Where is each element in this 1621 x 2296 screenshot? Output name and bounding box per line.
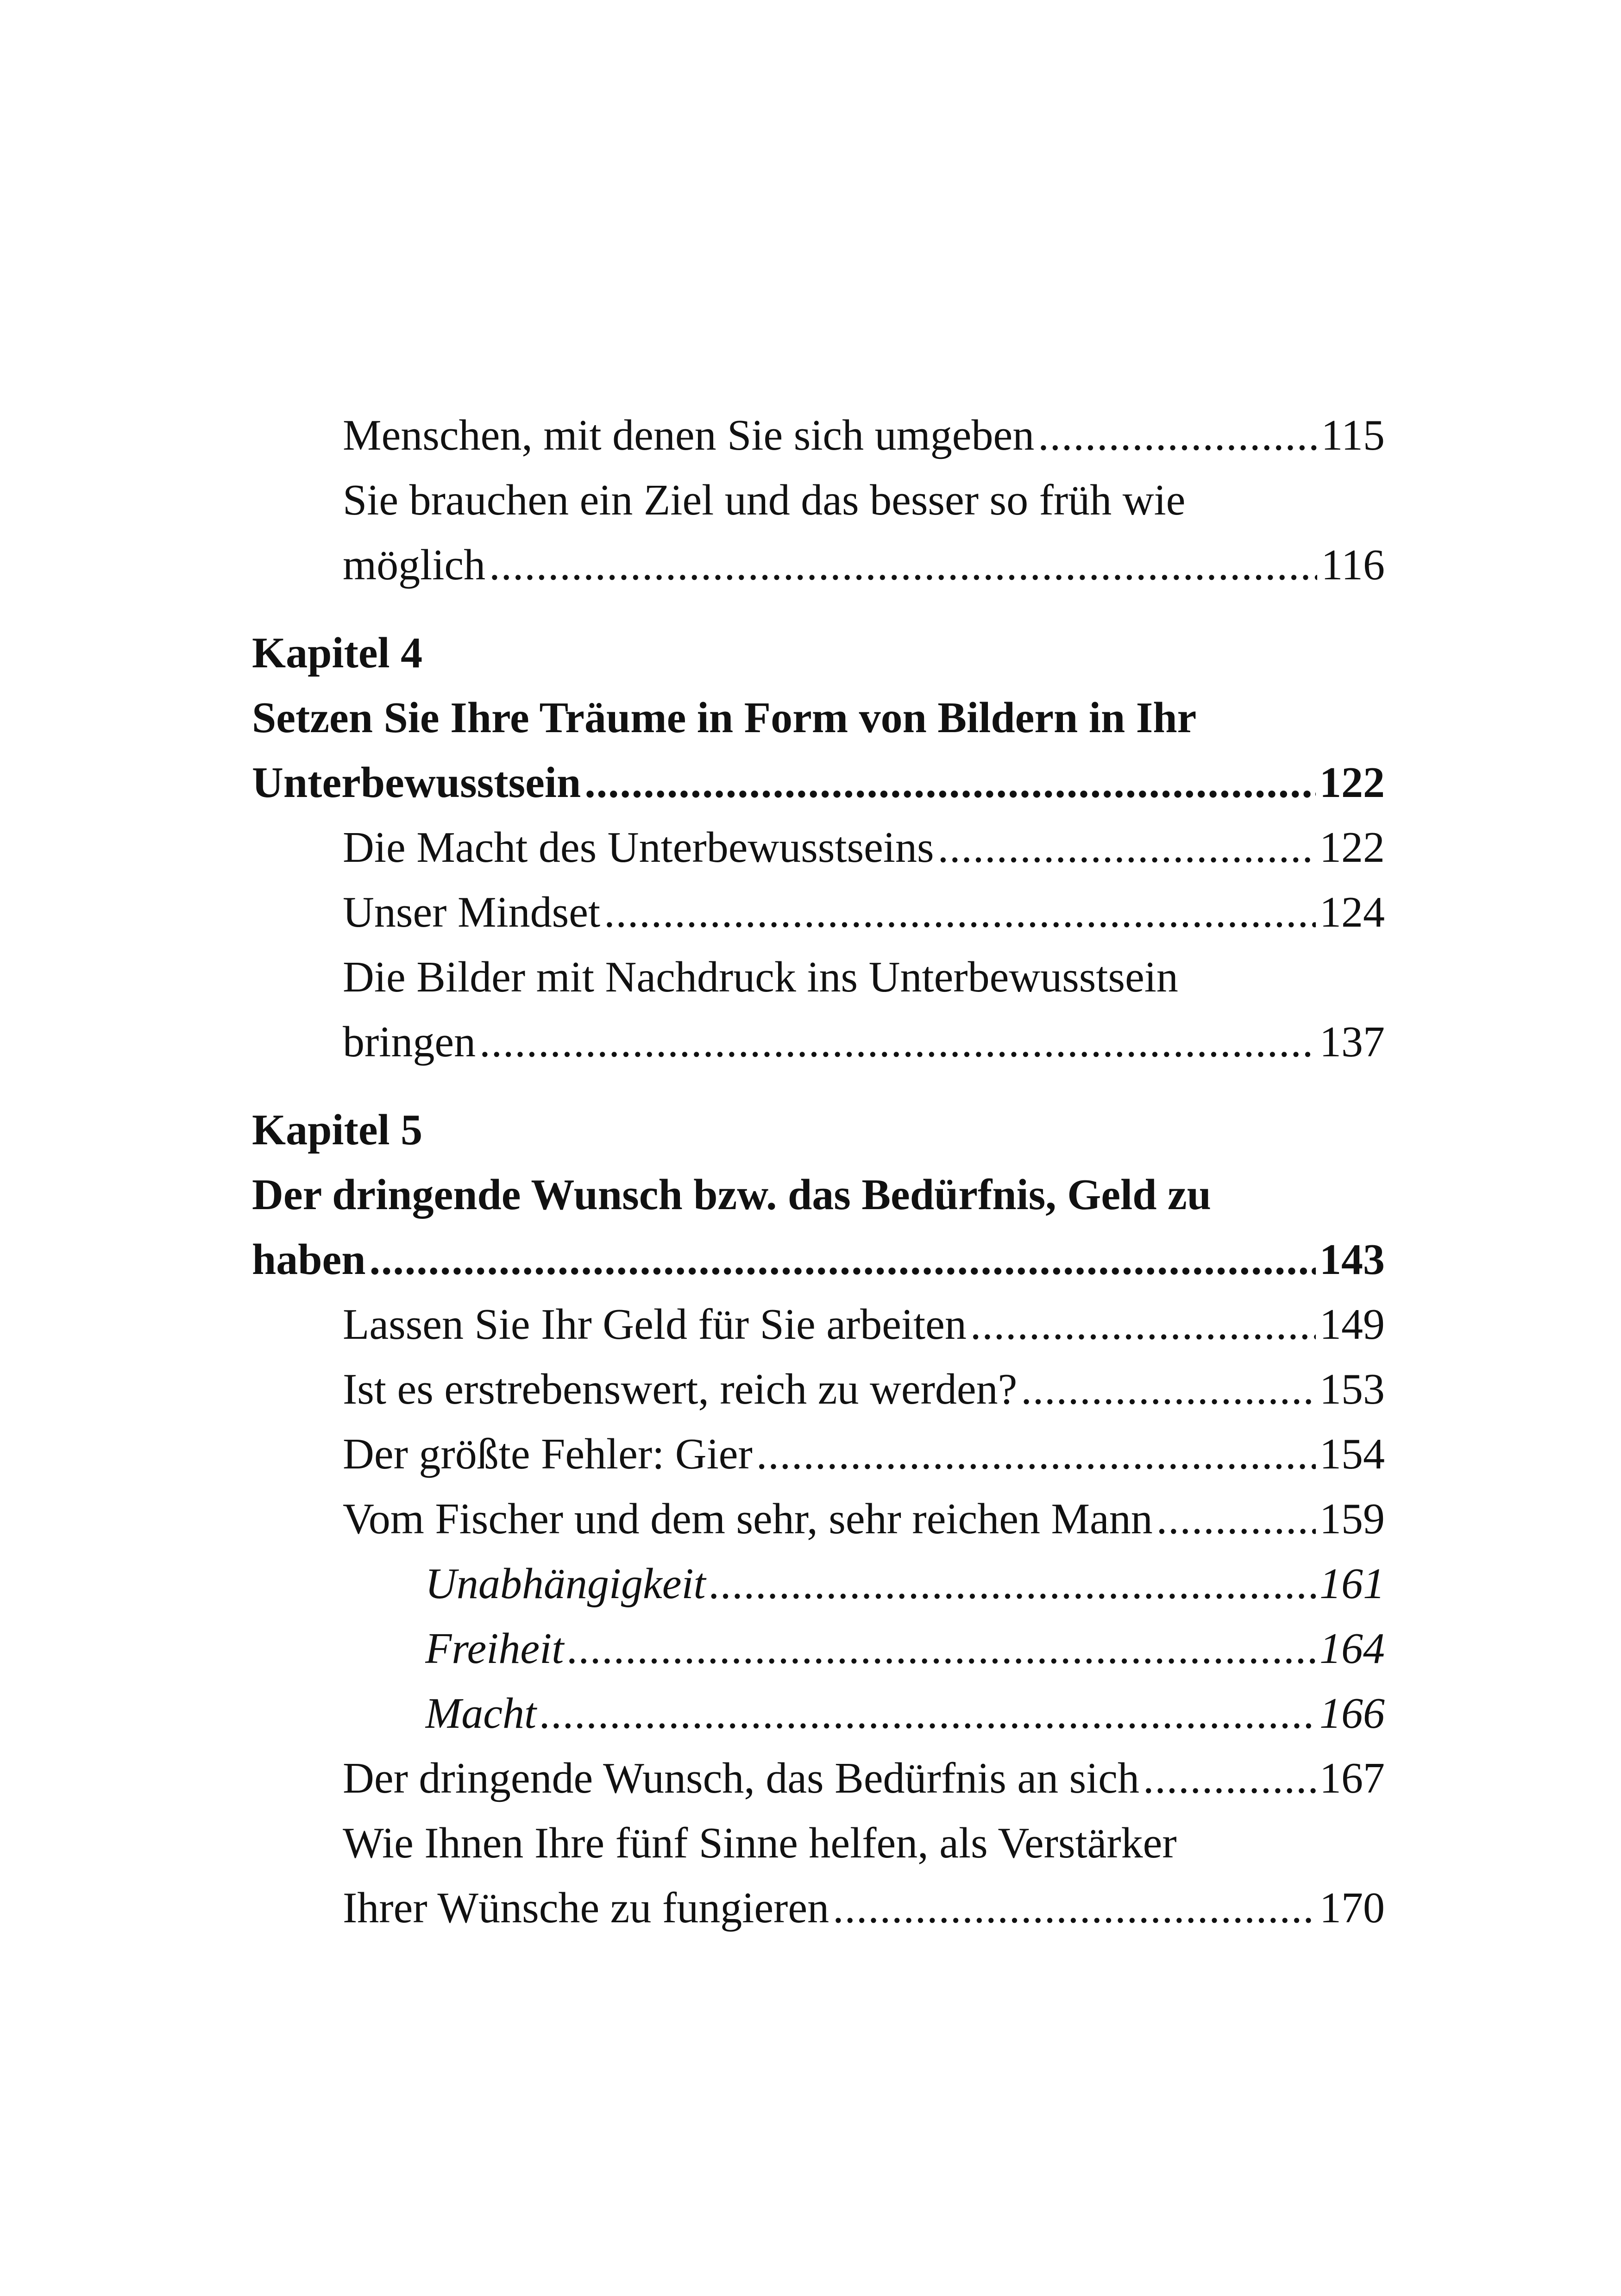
toc-entry <box>343 1292 1385 1357</box>
dot-leader <box>584 750 1316 815</box>
toc-entry-title: Die Bilder mit Nachdruck ins Unterbewusstsein <box>343 953 1178 1001</box>
toc-entry-title: Wie Ihnen Ihre fünf Sinne helfen, als Verstärker <box>343 1819 1177 1867</box>
dot-leader <box>567 1616 1316 1681</box>
toc-entry-page: 116 <box>1321 541 1385 589</box>
chapter-title <box>252 1162 1385 1227</box>
chapter-title-text: Setzen Sie Ihre Träume in Form von Bildern in Ihr <box>252 694 1197 742</box>
dot-leader <box>479 1010 1316 1074</box>
toc-entry <box>343 815 1385 880</box>
toc-entry-page: 153 <box>1319 1365 1385 1413</box>
dot-leader <box>1038 403 1317 468</box>
toc-entry-page: 137 <box>1319 1018 1385 1066</box>
dot-leader <box>710 1551 1316 1616</box>
dot-leader <box>1143 1746 1316 1811</box>
toc-entry-title: Ist es erstrebenswert, reich zu werden? <box>343 1365 1018 1413</box>
toc-entry-title: Menschen, mit denen Sie sich umgeben <box>343 411 1035 459</box>
toc-entry <box>343 403 1385 468</box>
toc-subentry <box>425 1616 1385 1681</box>
toc-entry <box>343 945 1385 1010</box>
toc-subentry <box>425 1551 1385 1616</box>
chapter-title <box>252 1227 1385 1292</box>
toc-entry-page: 143 <box>1319 1236 1385 1284</box>
dot-leader <box>938 815 1316 880</box>
toc-entry-page: 170 <box>1319 1884 1385 1932</box>
toc-entry <box>343 1811 1385 1876</box>
toc-entry <box>343 1487 1385 1551</box>
chapter-title-text: haben <box>252 1236 366 1284</box>
toc-entry-page: 161 <box>1319 1560 1385 1608</box>
toc-entry-title: Der größte Fehler: Gier <box>343 1430 753 1478</box>
toc-entry-title: Ihrer Wünsche zu fungieren <box>343 1884 829 1932</box>
toc-subentry <box>425 1681 1385 1746</box>
toc-subentry-title: Freiheit <box>425 1625 564 1673</box>
toc-entry-title: Die Macht des Unterbewusstseins <box>343 823 934 872</box>
toc-entry-title: Lassen Sie Ihr Geld für Sie arbeiten <box>343 1300 967 1349</box>
toc-entry <box>343 1422 1385 1487</box>
chapter-title <box>252 685 1385 750</box>
toc-entry <box>343 1876 1385 1940</box>
toc-entry <box>343 468 1385 533</box>
dot-leader <box>604 880 1316 945</box>
chapter-number: Kapitel 5 <box>252 1106 423 1154</box>
dot-leader <box>1021 1357 1316 1422</box>
toc-entry-title: möglich <box>343 541 486 589</box>
toc-entry-title: Unser Mindset <box>343 888 601 936</box>
dot-leader <box>540 1681 1316 1746</box>
chapter-title-text: Der dringende Wunsch bzw. das Bedürfnis, Geld zu <box>252 1171 1212 1219</box>
toc-entry-page: 154 <box>1319 1430 1385 1478</box>
toc-entry <box>343 1010 1385 1074</box>
chapter-title <box>252 750 1385 815</box>
toc-subentry-title: Macht <box>425 1689 537 1738</box>
toc-entry-page: 124 <box>1319 888 1385 936</box>
dot-leader <box>1156 1487 1316 1551</box>
dot-leader <box>970 1292 1316 1357</box>
toc-entry-title: Sie brauchen ein Ziel und das besser so früh wie <box>343 476 1186 524</box>
toc-entry <box>343 880 1385 945</box>
toc-entry-title: Vom Fischer und dem sehr, sehr reichen Mann <box>343 1495 1153 1543</box>
toc-entry-page: 122 <box>1319 759 1385 807</box>
toc-entry-page: 159 <box>1319 1495 1385 1543</box>
toc-entry <box>343 533 1385 597</box>
toc-entry-title: Der dringende Wunsch, das Bedürfnis an sich <box>343 1754 1139 1802</box>
toc-subentry-title: Unabhängigkeit <box>425 1560 706 1608</box>
toc-entry-page: 167 <box>1319 1754 1385 1802</box>
chapter-title-text: Unterbewusstsein <box>252 759 581 807</box>
toc-entry-title: bringen <box>343 1018 476 1066</box>
chapter-number: Kapitel 4 <box>252 629 423 677</box>
dot-leader <box>833 1876 1316 1940</box>
toc-entry <box>343 1357 1385 1422</box>
dot-leader <box>756 1422 1316 1487</box>
toc-entry-page: 166 <box>1319 1689 1385 1738</box>
toc-entry-page: 122 <box>1319 823 1385 872</box>
toc-entry-page: 149 <box>1319 1300 1385 1349</box>
toc-entry-page: 164 <box>1319 1625 1385 1673</box>
dot-leader <box>370 1227 1316 1292</box>
toc-entry-page: 115 <box>1321 411 1385 459</box>
toc-entry <box>343 1746 1385 1811</box>
chapter-label <box>252 621 1385 685</box>
dot-leader <box>489 533 1317 597</box>
chapter-label <box>252 1098 1385 1162</box>
